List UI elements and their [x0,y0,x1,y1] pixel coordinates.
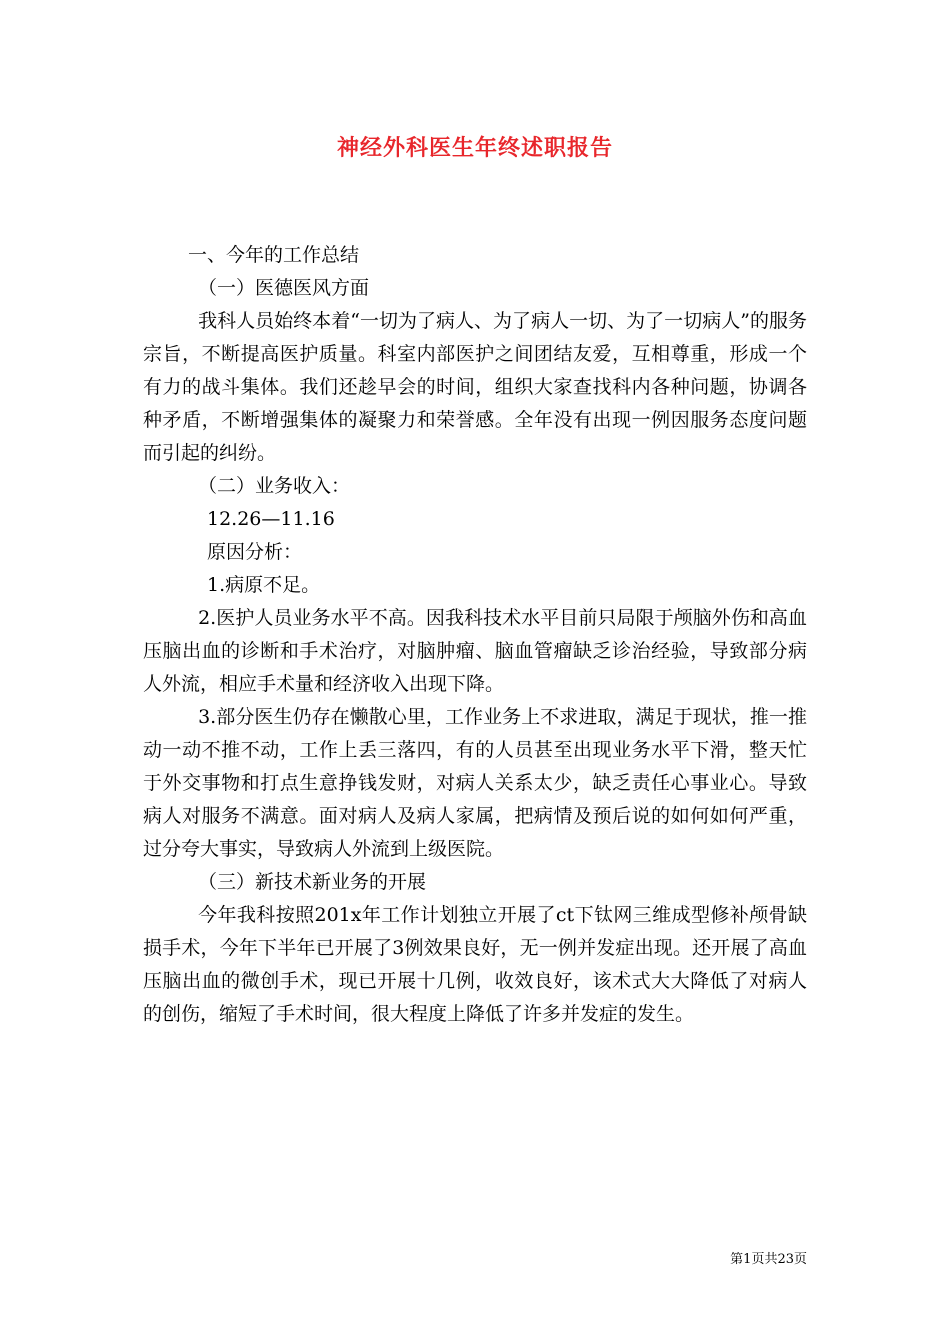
subsection-heading: （三）新技术新业务的开展 [198,871,427,893]
reason-item: 2.医护人员业务水平不高。因我科技术水平目前只局限于颅脑外伤和高血压脑出血的诊断和手术治疗，对脑肿瘤、脑血管瘤缺乏诊治经验，导致部分病人外流，相应手术量和经济收入出现下降。 [143,607,807,695]
reason-heading: 原因分析： [207,541,303,563]
reason-item: 1.病原不足。 [207,574,321,596]
paragraph: 今年我科按照201x年工作计划独立开展了ct下钛网三维成型修补颅骨缺损手术，今年下半年已开展了3例效果良好，无一例并发症出现。还开展了高血压脑出血的微创手术，现已开展十几例，收效良好，该术式大大降低了对病人的创伤，缩短了手术时间，很大程度上降低了许多并发症的发生。 [143,904,807,1025]
page-number: 第1页共23页 [730,1252,807,1267]
paragraph: 我科人员始终本着“一切为了病人、为了病人一切、为了一切病人”的服务宗旨，不断提高医护质量。科室内部医护之间团结友爱，互相尊重，形成一个有力的战斗集体。我们还趁早会的时间，组织大家查找科内各种问题，协调各种矛盾，不断增强集体的凝聚力和荣誉感。全年没有出现一例因服务态度问题而引起的纠纷。 [143,310,807,464]
reason-item: 3.部分医生仍存在懒散心里，工作业务上不求进取，满足于现状，推一推动一动不推不动，工作上丢三落四，有的人员甚至出现业务水平下滑，整天忙于外交事物和打点生意挣钱发财，对病人关系太少，缺乏责任心事业心。导致病人对服务不满意。面对病人及病人家属，把病情及预后说的如何如何严重，过分夸大事实，导致病人外流到上级医院。 [143,706,807,860]
document-body [143,239,807,1031]
section-heading: 一、今年的工作总结 [188,244,360,266]
income-range: 12.26—11.16 [207,508,335,530]
subsection-heading: （一）医德医风方面 [198,277,370,299]
document-title: 神经外科医生年终述职报告 [336,135,613,161]
subsection-heading: （二）业务收入： [198,475,351,497]
